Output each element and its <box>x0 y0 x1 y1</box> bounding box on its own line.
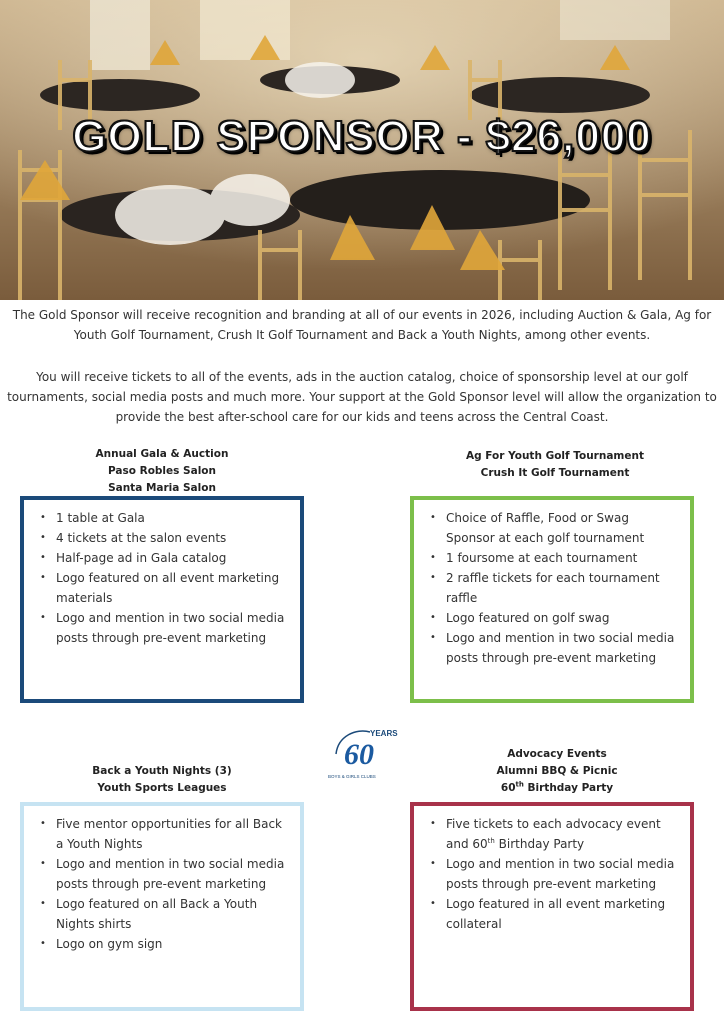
list-item: • Logo featured in all event marketing collateral <box>446 894 680 934</box>
advocacy-section-heading <box>457 746 657 797</box>
gala-heading-line: Santa Maria Salon <box>108 482 216 494</box>
gala-benefits-box <box>20 496 304 703</box>
youth-section-heading <box>62 763 262 797</box>
list-item: • Logo featured on golf swag <box>446 608 680 628</box>
logo-years-text: YEARS <box>370 729 398 738</box>
list-item <box>446 814 680 854</box>
list-item: • Logo and mention in two social media posts through pre-event marketing <box>446 628 680 668</box>
list-item: • Logo featured on all Back a Youth Nights shirts <box>56 894 290 934</box>
list-item: • 1 foursome at each tournament <box>446 548 680 568</box>
item-suffix: th <box>487 837 495 845</box>
youth-benefits-box <box>20 802 304 1011</box>
logo-graphic <box>326 724 400 784</box>
list-item: • 4 tickets at the salon events <box>56 528 290 548</box>
golf-heading-line: Ag For Youth Golf Tournament <box>466 450 644 462</box>
advocacy-heading-birthday <box>457 780 657 797</box>
gala-heading-line: Paso Robles Salon <box>108 465 216 477</box>
golf-benefits-box <box>410 496 694 703</box>
hero-banner <box>0 0 724 300</box>
bgc-60-years-logo <box>326 724 400 784</box>
golf-benefits-list <box>420 508 680 668</box>
intro-paragraph-1 <box>6 305 718 345</box>
youth-heading-line: Youth Sports Leagues <box>97 782 227 794</box>
birthday-suffix: th <box>515 780 524 789</box>
list-item: • Logo and mention in two social media posts through pre-event marketing <box>56 608 290 648</box>
list-item: • 1 table at Gala <box>56 508 290 528</box>
advocacy-benefits-list <box>420 814 680 934</box>
intro-text-2: You will receive tickets to all of the events, ads in the auction catalog, choice of sponsorship level at our golf tournaments, social media posts and much more. Your support at the Gold Sponsor level will allow the organization to provide the best after-school care for our kids and teens across the Central Coast. <box>7 370 717 424</box>
golf-section-heading <box>440 448 670 482</box>
page-title: GOLD SPONSOR - $26,000 <box>72 112 652 161</box>
list-item: • Half-page ad in Gala catalog <box>56 548 290 568</box>
list-item: • Logo and mention in two social media posts through pre-event marketing <box>446 854 680 894</box>
advocacy-heading-line: Alumni BBQ & Picnic <box>496 765 618 777</box>
youth-benefits-list <box>30 814 290 954</box>
gala-heading-line: Annual Gala & Auction <box>95 448 229 460</box>
list-item: • Choice of Raffle, Food or Swag Sponsor at each golf tournament <box>446 508 680 548</box>
item-text: Five tickets to each advocacy event and 60 <box>446 817 661 851</box>
advocacy-benefits-box <box>410 802 694 1011</box>
birthday-rest: Birthday Party <box>523 782 614 794</box>
list-item: • 2 raffle tickets for each tournament raffle <box>446 568 680 608</box>
intro-text-1: The Gold Sponsor will receive recognition and branding at all of our events in 2026, including Auction & Gala, Ag for Youth Golf Tournament, Crush It Golf Tournament and Back a Youth Nights, among other events. <box>12 308 712 342</box>
logo-org-text: BOYS & GIRLS CLUBS <box>328 774 376 779</box>
list-item: • Logo featured on all event marketing materials <box>56 568 290 608</box>
list-item: • Logo and mention in two social media posts through pre-event marketing <box>56 854 290 894</box>
gala-section-heading <box>62 446 262 497</box>
golf-heading-line: Crush It Golf Tournament <box>480 467 630 479</box>
intro-paragraph-2 <box>6 367 718 427</box>
item-text-rest: Birthday Party <box>494 837 585 851</box>
logo-number: 60 <box>344 738 374 771</box>
birthday-number: 60 <box>500 782 516 794</box>
youth-heading-line: Back a Youth Nights (3) <box>92 765 232 777</box>
gala-benefits-list <box>30 508 290 648</box>
list-item: • Five mentor opportunities for all Back a Youth Nights <box>56 814 290 854</box>
list-item: • Logo on gym sign <box>56 934 290 954</box>
advocacy-heading-line: Advocacy Events <box>507 748 607 760</box>
